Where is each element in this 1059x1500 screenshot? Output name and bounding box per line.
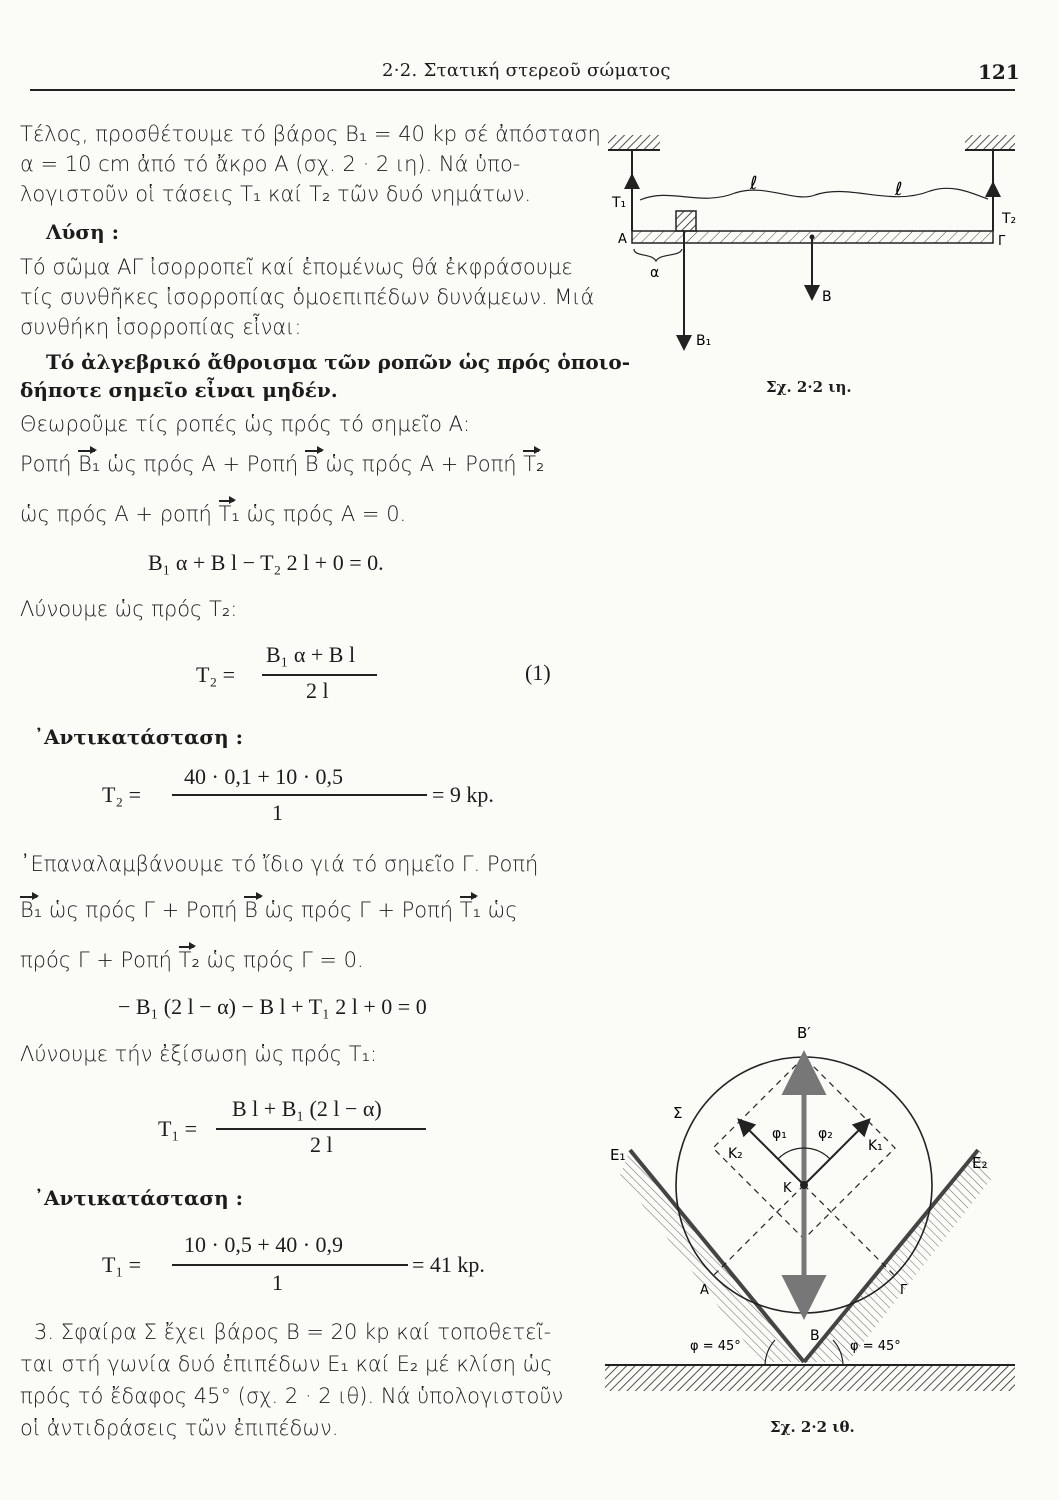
T2-formula-lhs: T₂ = [196,662,236,687]
moment-sum-line1: Ροπή B₁ ὡς πρός A + Ροπή B ὡς πρός A + Ροπή T₂ [20,452,545,476]
T1-fraction-bar [216,1128,426,1130]
solve-for-T1: Λύνουμε τήν ἐξίσωση ὡς πρός T₁: [20,1042,378,1066]
label-E1: E₁ [610,1146,626,1164]
repeat-for-G-line2: B₁ ὡς πρός Γ + Ροπή B ὡς πρός Γ + Ροπή T₁ ὡς [20,898,518,922]
angle-left-label: φ = 45° [690,1339,741,1354]
weight-block-B1 [676,211,696,231]
problem2-intro-line2: α = 10 cm ἀπό τό ἄκρο Α (σχ. 2 · 2 ιη). Νά ὑπο- [20,152,521,176]
figure-19-caption: Σχ. 2·2 ιθ. [770,1418,855,1436]
problem3-line4: οἱ ἀντιδράσεις τῶν ἐπιπέδων. [20,1416,339,1440]
label-K: K [783,1181,792,1196]
vector-B: B [304,452,319,476]
solution-line1: Τό σῶμα ΑΓ ἰσορροπεῖ καί ἑπομένως θά ἐκφράσουμε [20,255,573,279]
label-E2: E₂ [972,1154,988,1172]
vector-B1-G: B [20,898,34,922]
equation-moments-G: − B₁ (2 l − α) − B l + T₁ 2 l + 0 = 0 [118,994,427,1019]
label-K1: K₁ [868,1138,883,1154]
reaction-K1-arrow [804,1121,868,1185]
T1-value-denominator: 1 [272,1270,283,1295]
brace-alpha [634,249,682,261]
solution-heading: Λύση : [46,220,120,244]
ground [605,1365,1015,1391]
T2-formula-denominator: 2 l [306,678,329,703]
moment-sum-line2: ὡς πρός A + ροπή T₁ ὡς πρός A = 0. [20,502,407,526]
solve-for-T2: Λύνουμε ὡς πρός T₂: [20,597,238,621]
angle-right-label: φ = 45° [850,1339,901,1354]
label-alpha: α [650,265,660,281]
angle-phi1-arc [778,1148,804,1159]
label-K2: K₂ [728,1146,743,1162]
vector-T1-G: T [459,898,473,922]
page-number: 121 [978,60,1020,84]
label-l-left: ℓ [750,173,758,194]
brace-left-l [640,190,815,200]
right-ceiling-support [965,135,1015,149]
plane-E1 [630,1150,804,1362]
T2-value-denominator: 1 [272,800,283,825]
label-B: B [822,289,832,305]
T1-formula-denominator: 2 l [310,1132,333,1157]
label-B: B [810,1328,820,1344]
label-l-right: ℓ [895,179,903,200]
T1-formula-numerator: B l + B₁ (2 l − α) [232,1096,382,1121]
vector-B-G: B [244,898,258,922]
T2-value-fraction-bar [172,794,427,796]
running-header: 2·2. Στατική στερεοῦ σώματος [382,60,671,81]
figure-sphere-in-wedge [600,1010,1020,1410]
label-T1: T₁ [612,195,627,211]
label-G: Γ [900,1283,908,1298]
label-A: A [618,232,627,247]
substitution-heading-1: ᾿Αντικατάσταση : [34,725,243,749]
repeat-for-G-line3: πρός Γ + Ροπή T₂ ὡς πρός Γ = 0. [20,948,364,972]
T1-formula-lhs: T₁ = [158,1116,198,1141]
label-A: A [700,1283,709,1298]
T1-value-fraction-bar [172,1264,408,1266]
label-Bprime: B′ [797,1024,811,1042]
plane-E2 [804,1150,978,1362]
label-phi2: φ₂ [818,1126,833,1142]
problem3-line1: 3. Σφαίρα Σ ἔχει βάρος B = 20 kp καί τοποθετεῖ- [34,1320,552,1344]
equation-number: (1) [525,660,551,685]
T2-fraction-bar [262,674,377,676]
T2-value-numerator: 40 · 0,1 + 10 · 0,5 [184,764,344,789]
T1-value-lhs: T₁ = [102,1252,142,1277]
problem3-line3: πρός τό ἔδαφος 45° (σχ. 2 · 2 ιθ). Νά ὑπολογιστοῦν [20,1384,564,1408]
equation-moments-A: B₁ α + B l − T₂ 2 l + 0 = 0. [148,550,384,575]
vector-B1: B [78,452,92,476]
angle-phi2-arc [804,1148,830,1159]
moment-rule-line1: Τό ἀλγεβρικό ἄθροισμα τῶν ροπῶν ὡς πρός ὁποιο- [46,350,631,374]
figure-18-caption: Σχ. 2·2 ιη. [766,378,852,396]
T1-value-result: = 41 kp. [412,1252,485,1277]
label-Sigma: Σ [673,1104,683,1122]
left-ceiling-support [608,135,660,149]
T2-value-result: = 9 kp. [432,782,494,807]
substitution-heading-2: ᾿Αντικατάσταση : [34,1186,243,1210]
label-G: Γ [998,234,1006,249]
moment-rule-line2: δήποτε σημεῖο εἶναι μηδέν. [20,378,338,402]
centre-K [800,1181,808,1189]
repeat-for-G-line1: ᾿Επαναλαμβάνουμε τό ἴδιο γιά τό σημεῖο Γ. Ροπή [20,852,539,876]
radius-KA [713,1185,804,1276]
vector-T1: T [218,502,232,526]
moments-about-A: Θεωροῦμε τίς ροπές ὡς πρός τό σημεῖο Α: [20,412,471,436]
T2-formula-numerator: B₁ α + B l [266,642,356,667]
label-T2: T₂ [1002,211,1017,227]
radius-KG [804,1185,895,1276]
label-B1: B₁ [696,333,712,349]
label-phi1: φ₁ [772,1126,787,1142]
vector-T2: T [523,452,537,476]
solution-line3: συνθήκη ἰσορροπίας εἶναι: [20,315,302,339]
problem3-line2: ται στή γωνία δυό ἐπιπέδων E₁ καί E₂ μέ κλίση ὡς [20,1352,553,1376]
problem2-intro-line1: Τέλος, προσθέτουμε τό βάρος B₁ = 40 kp σέ ἀπόσταση [20,122,601,146]
vector-T2-G: T [178,948,192,972]
T1-value-numerator: 10 · 0,5 + 40 · 0,9 [184,1232,344,1257]
T2-value-lhs: T₂ = [102,782,142,807]
header-rule [30,89,1015,91]
solution-line2: τίς συνθῆκες ἰσορροπίας ὁμοεπιπέδων δυνάμεων. Μιά [20,285,595,309]
problem2-intro-line3: λογιστοῦν οἱ τάσεις T₁ καί T₂ τῶν δυό νημάτων. [20,182,532,206]
figure-beam-suspended [600,125,1020,365]
